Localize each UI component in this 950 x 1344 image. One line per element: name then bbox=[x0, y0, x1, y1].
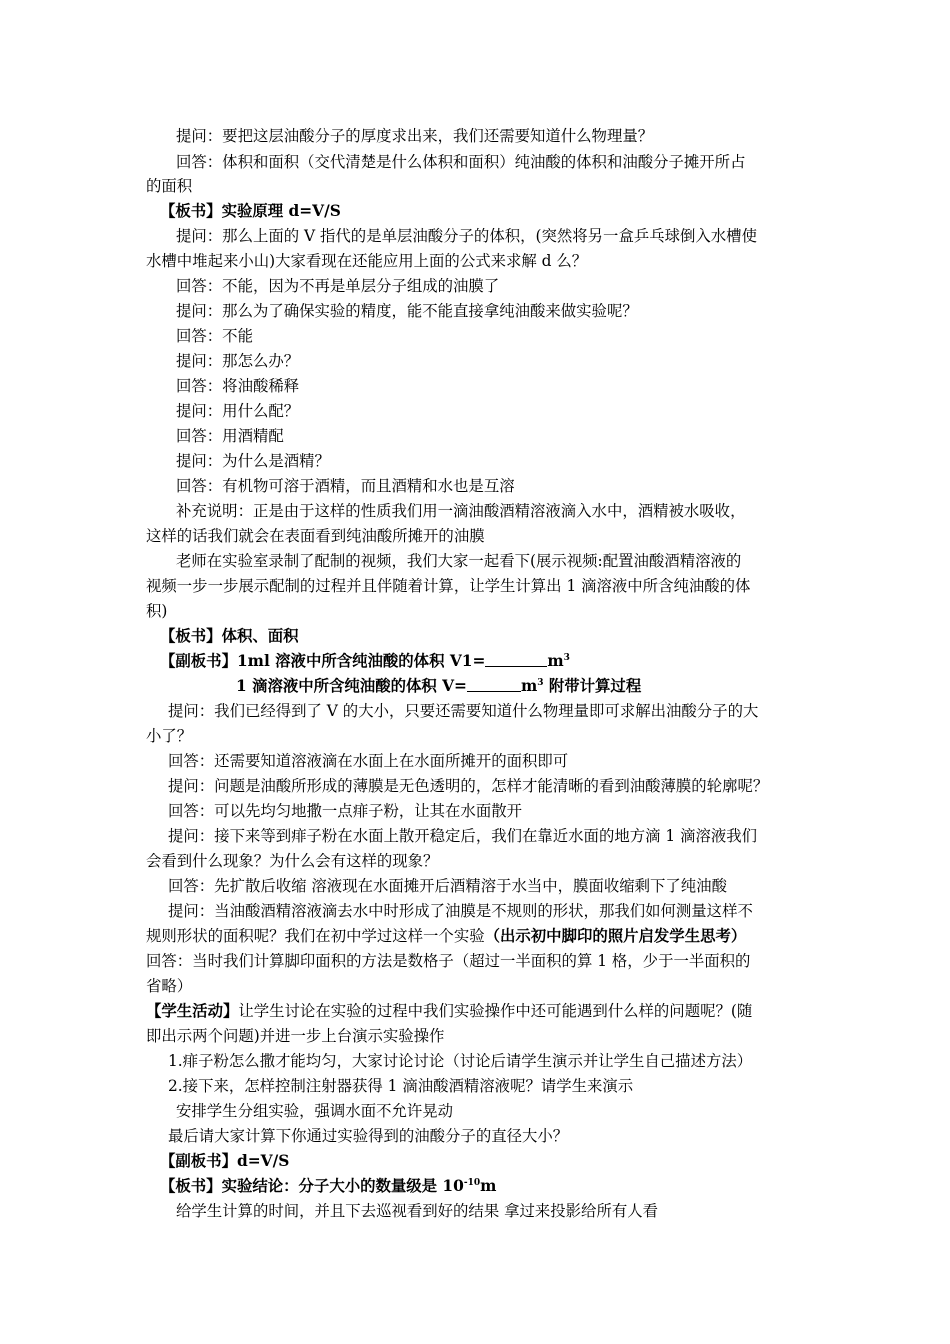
paragraph-text: 规则形状的面积呢？我们在初中学过这样一个实验 bbox=[146, 927, 485, 945]
paragraph-line: 提问：接下来等到痱子粉在水面上散开稳定后，我们在靠近水面的地方滴 1 滴溶液我们 bbox=[168, 827, 758, 845]
activity-tag: 【学生活动】 bbox=[146, 1002, 239, 1020]
board-tag: 【板书】 bbox=[160, 1177, 222, 1195]
paragraph-line: 提问：那怎么办？ bbox=[176, 352, 300, 370]
paragraph-line: 老师在实验室录制了配制的视频，我们大家一起看下(展示视频:配置油酸酒精溶液的 bbox=[176, 552, 742, 570]
paragraph-line: 省略） bbox=[146, 977, 193, 995]
list-item: 1.痱子粉怎么撒才能均匀，大家讨论讨论（讨论后请学生演示并让学生自己描述方法） bbox=[168, 1052, 753, 1070]
paragraph-line: 提问：用什么配？ bbox=[176, 402, 300, 420]
board-heading bbox=[160, 200, 341, 222]
paragraph-line: 给学生计算的时间，并且下去巡视看到好的结果 拿过来投影给所有人看 bbox=[176, 1202, 659, 1220]
paragraph-line: 提问：问题是油酸所形成的薄膜是无色透明的，怎样才能清晰的看到油酸薄膜的轮廓呢？ bbox=[168, 777, 769, 795]
board-tag: 【板书】 bbox=[160, 627, 222, 645]
board-heading bbox=[160, 1175, 496, 1197]
paragraph-line: 补充说明：正是由于这样的性质我们用一滴油酸酒精溶液滴入水中，酒精被水吸收， bbox=[176, 502, 746, 520]
activity-text: 让学生讨论在实验的过程中我们实验操作中还可能遇到什么样的问题呢？(随 bbox=[238, 1002, 753, 1020]
paragraph-line: 提问：为什么是酒精？ bbox=[176, 452, 330, 470]
sub-board-line bbox=[160, 1150, 289, 1172]
board-text: 实验原理 d=V/S bbox=[221, 202, 341, 220]
paragraph-line: 回答：体积和面积（交代清楚是什么体积和面积）纯油酸的体积和油酸分子摊开所占 bbox=[176, 153, 746, 171]
sub-board-text: d=V/S bbox=[236, 1152, 290, 1170]
board-heading bbox=[160, 625, 299, 647]
unit-exponent: 3 bbox=[537, 678, 544, 688]
paragraph-line: 会看到什么现象？为什么会有这样的现象？ bbox=[146, 852, 439, 870]
paragraph-line: 小了？ bbox=[146, 727, 193, 745]
sub-board-text: 1ml 溶液中所含纯油酸的体积 V1= bbox=[236, 652, 486, 670]
paragraph-line: 最后请大家计算下你通过实验得到的油酸分子的直径大小？ bbox=[168, 1127, 569, 1145]
paragraph-line: 视频一步一步展示配制的过程并且伴随着计算，让学生计算出 1 滴溶液中所含纯油酸的体 bbox=[146, 577, 751, 595]
sub-board-line bbox=[160, 650, 570, 672]
paragraph-line: 提问：那么上面的 V 指代的是单层油酸分子的体积，(突然将另一盒乒乓球倒入水槽使 bbox=[176, 227, 757, 245]
board-text: 体积、面积 bbox=[221, 627, 299, 645]
board-tag: 【板书】 bbox=[160, 202, 222, 220]
paragraph-line: 回答：用酒精配 bbox=[176, 427, 284, 445]
paragraph-line: 回答：有机物可溶于酒精，而且酒精和水也是互溶 bbox=[176, 477, 515, 495]
list-item: 2.接下来，怎样控制注射器获得 1 滴油酸酒精溶液呢？请学生来演示 bbox=[168, 1077, 634, 1095]
paragraph-line: 回答：当时我们计算脚印面积的方法是数格子（超过一半面积的算 1 格，少于一半面积的 bbox=[146, 952, 751, 970]
student-activity-line bbox=[146, 1000, 752, 1022]
paragraph-line: 水槽中堆起来小山)大家看现在还能应用上面的公式来求解 d 么？ bbox=[146, 252, 588, 270]
sub-board-tag: 【副板书】 bbox=[160, 652, 237, 670]
sub-board-tag: 【副板书】 bbox=[160, 1152, 237, 1170]
fill-in-blank bbox=[485, 652, 547, 667]
sub-board-text: 1 滴溶液中所含纯油酸的体积 V= bbox=[236, 677, 467, 695]
fill-in-blank bbox=[467, 677, 521, 692]
paragraph-line: 积) bbox=[146, 602, 168, 620]
paragraph-line: 提问：当油酸酒精溶液滴去水中时形成了油膜是不规则的形状，那我们如何测量这样不 bbox=[168, 902, 753, 920]
unit-exponent: -10 bbox=[463, 1178, 481, 1188]
paragraph-line: 提问：我们已经得到了 V 的大小，只要还需要知道什么物理量即可求解出油酸分子的大 bbox=[168, 702, 759, 720]
unit-exponent: 3 bbox=[563, 653, 570, 663]
paragraph-line: 即出示两个问题)并进一步上台演示实验操作 bbox=[146, 1027, 445, 1045]
unit-label: m bbox=[480, 1177, 497, 1195]
paragraph-line: 回答：先扩散后收缩 溶液现在水面摊开后酒精溶于水当中，膜面收缩剩下了纯油酸 bbox=[168, 877, 727, 895]
sub-board-tail: 附带计算过程 bbox=[543, 677, 642, 695]
sub-board-line bbox=[236, 675, 641, 697]
paragraph-line: 回答：还需要知道溶液滴在水面上在水面所摊开的面积即可 bbox=[168, 752, 569, 770]
paragraph-emphasis: （出示初中脚印的照片启发学生思考） bbox=[484, 927, 747, 945]
paragraph-line: 回答：可以先均匀地撒一点痱子粉，让其在水面散开 bbox=[168, 802, 522, 820]
paragraph-line: 安排学生分组实验，强调水面不允许晃动 bbox=[176, 1102, 454, 1120]
paragraph-line: 这样的话我们就会在表面看到纯油酸所摊开的油膜 bbox=[146, 527, 485, 545]
board-text: 实验结论：分子大小的数量级是 10 bbox=[221, 1177, 464, 1195]
unit-label: m bbox=[547, 652, 564, 670]
paragraph-line: 提问：要把这层油酸分子的厚度求出来，我们还需要知道什么物理量？ bbox=[176, 127, 654, 145]
paragraph-line: 提问：那么为了确保实验的精度，能不能直接拿纯油酸来做实验呢？ bbox=[176, 302, 638, 320]
paragraph-line: 回答：不能 bbox=[176, 327, 253, 345]
unit-label: m bbox=[520, 677, 538, 695]
paragraph-line: 回答：将油酸稀释 bbox=[176, 377, 300, 395]
paragraph-line bbox=[146, 925, 746, 947]
paragraph-line: 的面积 bbox=[146, 177, 193, 195]
paragraph-line: 回答：不能，因为不再是单层分子组成的油膜了 bbox=[176, 277, 500, 295]
